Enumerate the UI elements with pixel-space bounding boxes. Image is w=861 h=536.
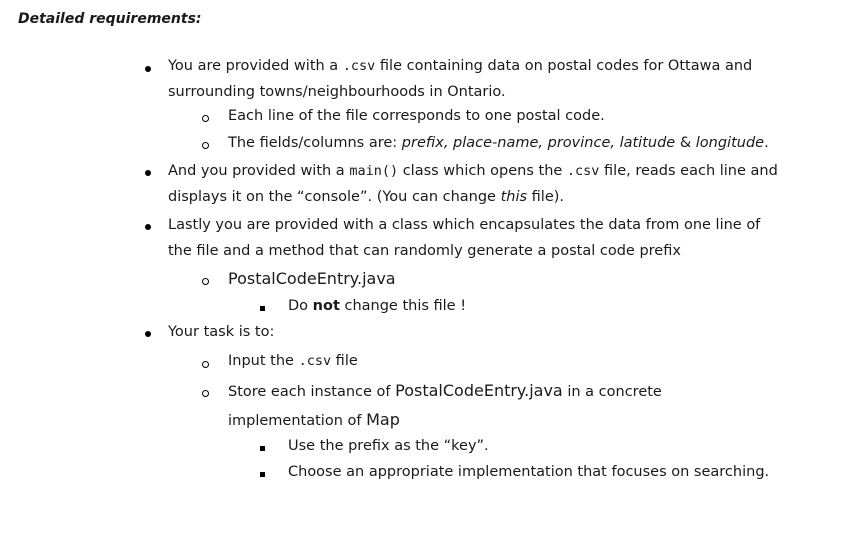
bullet-icon <box>145 66 151 72</box>
heading: Detailed requirements: <box>18 11 202 27</box>
text: change this file ! <box>339 298 467 314</box>
text: Store each instance of <box>228 384 396 400</box>
circle-bullet-icon <box>202 115 209 122</box>
sub-bullet-2 <box>228 135 769 151</box>
bullet-1-line-1 <box>168 58 752 74</box>
italic-this: this <box>500 189 528 205</box>
bullet-3-line-2: the file and a method that can randomly generate a postal code prefix <box>168 243 681 259</box>
circle-bullet-icon <box>202 278 209 285</box>
code-csv: .csv <box>298 353 332 369</box>
do-not-change-note <box>288 298 466 314</box>
text: & <box>675 135 696 151</box>
circle-bullet-icon <box>202 390 209 397</box>
bullet-4-line-1: Your task is to: <box>168 324 275 340</box>
code-main: main() <box>349 163 399 179</box>
bullet-icon <box>145 331 151 337</box>
postal-code-entry-file: PostalCodeEntry.java <box>395 381 563 400</box>
text: displays it on the “console”. (You can change <box>168 189 501 205</box>
bullet-icon <box>145 224 151 230</box>
text: file, reads each line and <box>599 163 778 179</box>
text: class which opens the <box>398 163 567 179</box>
code-csv: .csv <box>566 163 600 179</box>
text: . <box>764 135 769 151</box>
text: file <box>331 353 358 369</box>
circle-bullet-icon <box>202 361 209 368</box>
sub-bullet-1: Each line of the file corresponds to one postal code. <box>228 108 605 124</box>
bullet-2-line-2 <box>168 189 564 205</box>
task-store-map-line-2 <box>228 410 400 429</box>
text: Input the <box>228 353 299 369</box>
fields-italic: longitude <box>695 135 765 151</box>
fields-italic: prefix, place-name, province, latitude <box>401 135 676 151</box>
postal-code-entry-file: PostalCodeEntry.java <box>228 269 396 288</box>
text: file). <box>527 189 565 205</box>
text: And you provided with a <box>168 163 350 179</box>
bullet-2-line-1 <box>168 163 778 179</box>
bullet-icon <box>145 170 151 176</box>
map-type: Map <box>366 410 400 429</box>
choose-implementation: Choose an appropriate implementation that focuses on searching. <box>288 464 770 480</box>
square-bullet-icon <box>260 446 265 451</box>
task-input-csv <box>228 353 358 369</box>
text: file containing data on postal codes for Ottawa and <box>375 58 753 74</box>
text: You are provided with a <box>168 58 343 74</box>
bold-not: not <box>312 298 340 314</box>
bullet-1-line-2: surrounding towns/neighbourhoods in Ontario. <box>168 84 506 100</box>
text: The fields/columns are: <box>228 135 402 151</box>
square-bullet-icon <box>260 472 265 477</box>
text: Do <box>288 298 313 314</box>
circle-bullet-icon <box>202 142 209 149</box>
code-csv: .csv <box>342 58 376 74</box>
square-bullet-icon <box>260 306 265 311</box>
bullet-3-line-1: Lastly you are provided with a class which encapsulates the data from one line of <box>168 217 761 233</box>
text: in a concrete <box>562 384 662 400</box>
text: implementation of <box>228 413 367 429</box>
use-prefix-key: Use the prefix as the “key”. <box>288 438 489 454</box>
task-store-map-line-1 <box>228 381 662 400</box>
